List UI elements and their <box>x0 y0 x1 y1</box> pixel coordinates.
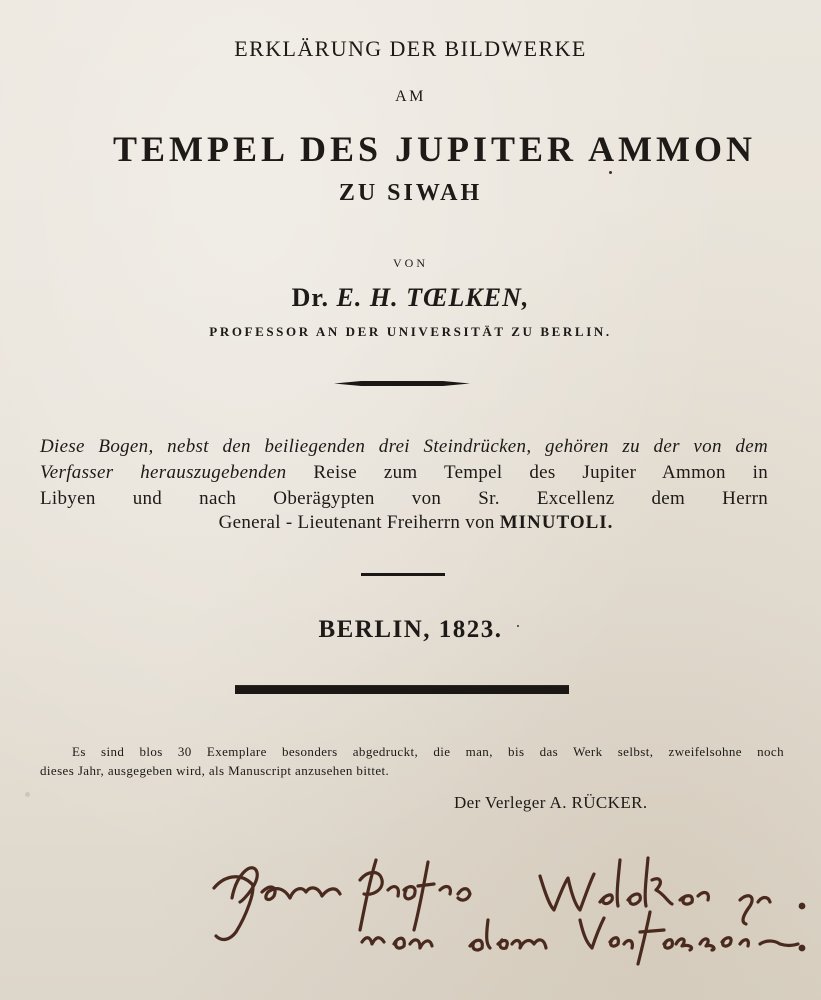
title-line-1: ERKLÄRUNG DER BILDWERKE <box>234 36 587 61</box>
author-prefix: Dr. <box>291 283 330 312</box>
title-line-2: AM <box>395 88 426 105</box>
ink-speck <box>609 171 612 174</box>
publisher: Der Verleger A. RÜCKER. <box>454 793 648 812</box>
description-line-1 <box>40 434 768 460</box>
ink-speck <box>517 625 519 627</box>
ornamental-rule <box>334 381 470 386</box>
author-name: E. H. TŒLKEN, <box>336 283 530 312</box>
description-italic-2: Verfasser herauszugebenden <box>40 462 287 483</box>
description-text-4: General - Lieutenant Freiherrn von <box>218 512 500 533</box>
handwriting-signature <box>0 840 821 980</box>
description-line-4 <box>40 510 780 536</box>
thick-rule <box>235 686 569 694</box>
title-main: TEMPEL DES JUPITER AMMON <box>112 129 757 169</box>
imprint-place-year: BERLIN, 1823. <box>318 616 503 643</box>
description-name-4: MINUTOLI. <box>499 512 614 533</box>
paper-spot <box>25 792 30 797</box>
title-line-4: ZU SIWAH <box>338 180 483 206</box>
description-line-3: Libyen und nach Oberägypten von Sr. Excellenz dem Herrn <box>40 488 768 509</box>
description-roman-2: Reise zum Tempel des Jupiter Ammon in <box>286 462 769 483</box>
handwritten-dedication <box>0 840 821 980</box>
author-name-line <box>0 283 821 313</box>
author-by: VON <box>393 256 428 270</box>
note-line-1: Es sind blos 30 Exemplare besonders abgedruckt, die man, bis das Werk selbst, zweifelsohne noch <box>72 744 784 759</box>
description-line-2 <box>40 460 768 486</box>
author-position: PROFESSOR AN DER UNIVERSITÄT ZU BERLIN. <box>209 324 612 339</box>
note-line-2: dieses Jahr, ausgegeben wird, als Manuscript anzusehen bittet. <box>40 763 390 778</box>
description-italic-1: Diese Bogen, nebst den beiliegenden drei Steindrücken, gehören zu der von dem <box>40 436 768 457</box>
short-rule <box>361 573 445 576</box>
